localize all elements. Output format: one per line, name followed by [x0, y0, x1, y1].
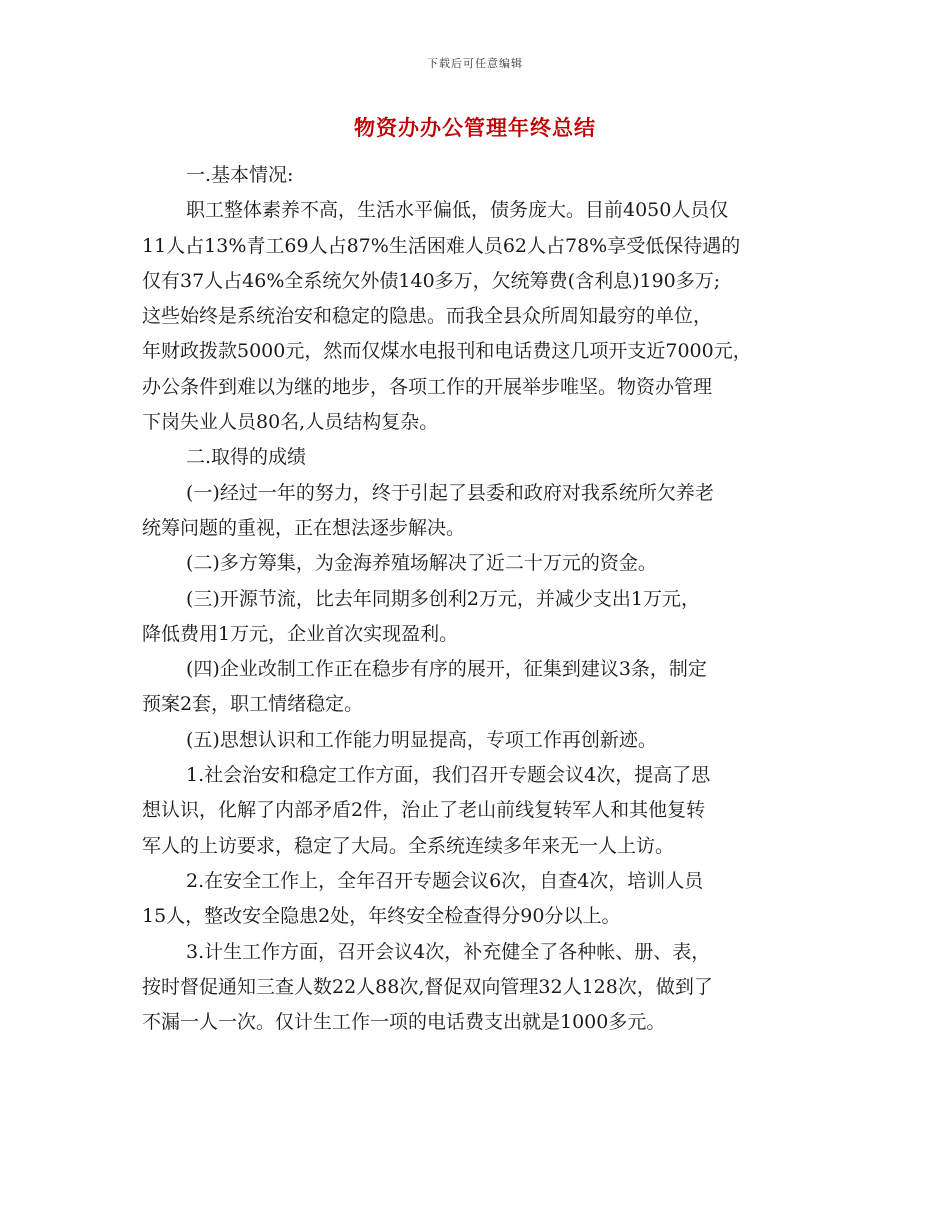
text-line: 按时督促通知三查人数22人88次,督促双向管理32人128次，做到了 — [142, 975, 713, 998]
text-line: 15人，整改安全隐患2处，年终安全检查得分90分以上。 — [142, 905, 621, 928]
text-line: 这些始终是系统治安和稳定的隐患。而我全县众所周知最穷的单位， — [142, 305, 713, 328]
text-line: (五)思想认识和工作能力明显提高，专项工作再创新迹。 — [186, 728, 657, 751]
text-line: 11人占13%青工69人占87%生活困难人员62人占78%享受低保待遇的 — [142, 234, 741, 257]
text-line: 降低费用1万元，企业首次实现盈利。 — [142, 622, 459, 645]
text-line: 军人的上访要求，稳定了大局。全系统连续多年来无一人上访。 — [142, 834, 675, 857]
document-title: 物资办办公管理年终总结 — [354, 115, 596, 140]
text-line: (一)经过一年的努力，终于引起了县委和政府对我系统所欠养老 — [186, 481, 714, 504]
text-line: 1.社会治安和稳定工作方面，我们召开专题会议4次，提高了思 — [186, 764, 711, 787]
text-line: 一.基本情况: — [186, 164, 294, 186]
text-line: 仅有37人占46%全系统欠外债140多万，欠统筹费(含利息)190多万; — [142, 269, 721, 292]
text-line: 预案2套，职工情绪稳定。 — [142, 693, 364, 716]
text-line: (四)企业改制工作正在稳步有序的展开，征集到建议3条，制定 — [186, 658, 707, 681]
document-body — [142, 158, 832, 1040]
text-line: 3.计生工作方面，召开会议4次，补充健全了各种帐、册、表， — [186, 940, 711, 963]
text-line: 下岗失业人员80名,人员结构复杂。 — [142, 411, 439, 434]
text-line: 想认识，化解了内部矛盾2件，治止了老山前线复转军人和其他复转 — [142, 799, 706, 822]
text-line: 2.在安全工作上，全年召开专题会议6次，自查4次，培训人员 — [186, 869, 704, 892]
header-note: 下载后可任意编辑 — [427, 57, 523, 70]
text-line: 办公条件到难以为继的地步，各项工作的开展举步唯坚。物资办管理 — [142, 375, 713, 398]
text-line: (三)开源节流，比去年同期多创利2万元，并减少支出1万元， — [186, 587, 701, 610]
text-line: 职工整体素养不高，生活水平偏低，债务庞大。目前4050人员仅 — [186, 199, 729, 222]
text-line: 二.取得的成绩 — [186, 446, 307, 469]
text-line: (二)多方筹集，为金海养殖场解决了近二十万元的资金。 — [186, 552, 657, 575]
text-line: 统筹问题的重视，正在想法逐步解决。 — [142, 516, 466, 539]
text-line: 年财政拨款5000元，然而仅煤水电报刊和电话费这几项开支近7000元， — [142, 340, 752, 363]
text-line: 不漏一人一次。仅计生工作一项的电话费支出就是1000多元。 — [142, 1011, 666, 1034]
